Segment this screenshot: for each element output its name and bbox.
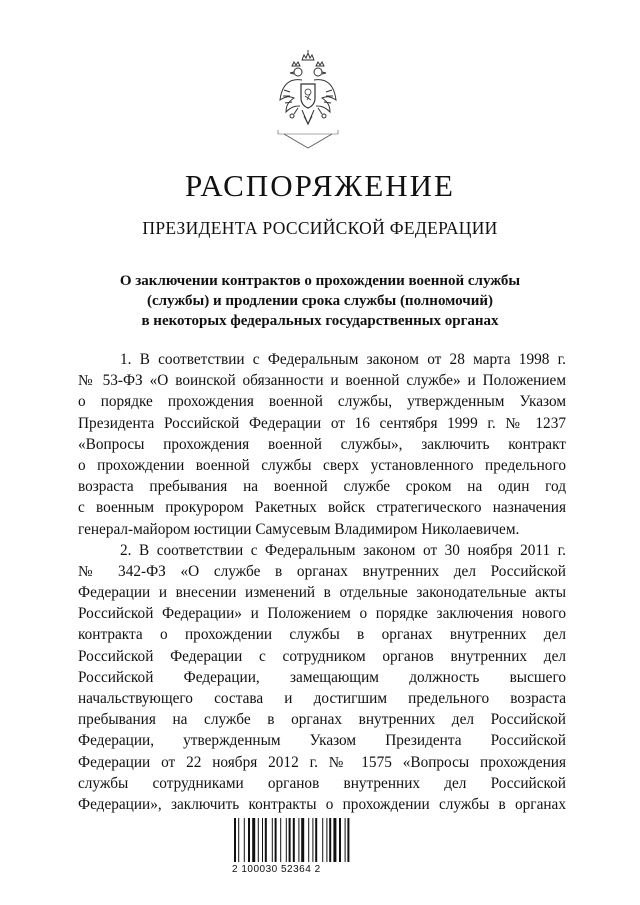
paragraph-1 [78,349,566,540]
paragraph-line: Российской Федерации» и Положением о порядке заключения нового [78,605,566,623]
paragraph-line: Федерации и внесении изменений в отдельные законодательные акты [78,584,566,602]
barcode-icon [232,818,382,862]
barcode-digits: 2 100030 52364 2 [232,864,321,875]
paragraph-line: генерал-майором юстиции Самусевым Владимиром Николаевичем. [78,520,520,538]
issuer-subtitle: ПРЕЗИДЕНТА РОССИЙСКОЙ ФЕДЕРАЦИИ [142,218,498,238]
heading-line: в некоторых федеральных государственных органах [141,313,499,329]
paragraph-line: 1. В соответствии с Федеральным законом от 28 марта 1998 г. [120,351,566,368]
paragraph-line: Российской Федерации, замещающим должность высшего [78,668,566,686]
paragraph-line: Федерации от 22 ноября 2012 г. № 1575 «Вопросы прохождения [78,753,566,771]
paragraph-line: «Вопросы прохождения военной службы», заключить контракт [78,435,566,453]
paragraph-line: контракта о прохождении службы в органах внутренних дел [78,626,566,644]
document-body [78,349,566,815]
paragraph-line: о порядке прохождения военной службы, утвержденным Указом [78,393,566,411]
paragraph-line: Российской Федерации с сотрудником органов внутренних дел [78,647,566,665]
paragraph-line: с военным прокурором Ракетных войск стратегического назначения [78,499,566,517]
paragraph-2 [78,540,566,815]
document-heading [100,271,540,331]
document-type-title: РАСПОРЯЖЕНИЕ [185,168,455,203]
paragraph-line: пребывания на службе в органах внутренних дел Российской [78,711,566,729]
paragraph-line: возраста пребывания на военной службе сроком на один год [78,478,566,496]
heading-line: О заключении контрактов о прохождении военной службы [119,273,521,289]
paragraph-line: начальствующего состава и достигшим предельного возраста [78,690,566,707]
paragraph-line: № 342-ФЗ «О службе в органах внутренних дел Российской [78,562,566,580]
paragraph-line: о прохождении военной службы сверх установленного предельного [78,456,566,474]
paragraph-line: службы сотрудниками органов внутренних дел Российской [78,774,566,792]
paragraph-line: 2. В соответствии с Федеральным законом от 30 ноября 2011 г. [120,541,566,559]
paragraph-line: Федерации», заключить контракты о прохождении службы в органах [78,795,566,813]
paragraph-line: Федерации, утвержденным Указом Президента Российской [78,732,566,750]
coat-of-arms-icon [276,50,340,150]
heading-line: (службы) и продлении срока службы (полномочий) [146,293,494,309]
paragraph-line: Президента Российской Федерации от 16 сентября 1999 г. № 1237 [78,414,566,432]
paragraph-line: № 53-ФЗ «О воинской обязанности и военной службе» и Положением [78,372,566,390]
